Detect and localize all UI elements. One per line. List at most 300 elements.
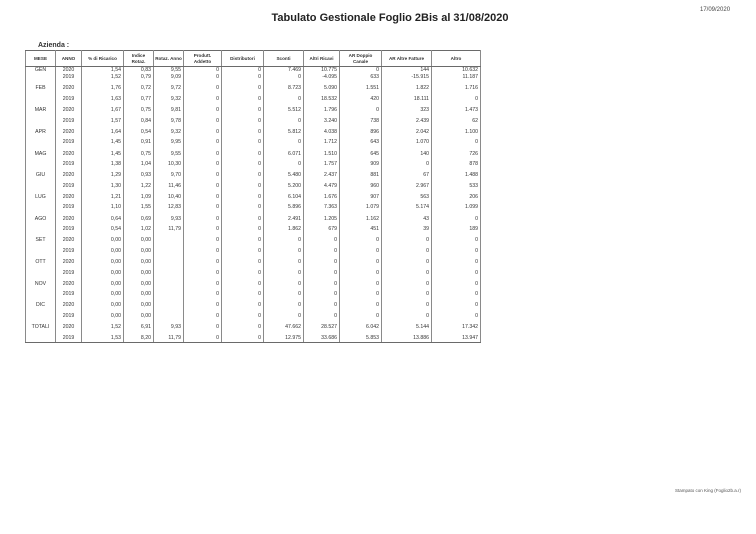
cell-value: 5.200 — [264, 183, 304, 190]
cell-value: 0,00 — [82, 233, 124, 248]
cell-value: 878 — [432, 161, 481, 168]
cell-mese: OTT — [26, 255, 56, 270]
cell-value: 0 — [382, 233, 432, 248]
cell-value: 12,83 — [154, 204, 184, 211]
cell-anno: 2019 — [56, 204, 82, 211]
cell-value: 0 — [184, 139, 222, 146]
cell-value: 0 — [264, 161, 304, 168]
cell-value: 0 — [184, 67, 222, 75]
cell-value: 0 — [382, 277, 432, 292]
cell-value: 0,54 — [82, 226, 124, 233]
cell-value: 9,93 — [154, 320, 184, 335]
cell-value: 0 — [222, 212, 264, 227]
cell-value: 5.853 — [340, 335, 382, 343]
cell-value — [154, 233, 184, 248]
cell-value: 0 — [340, 67, 382, 75]
cell-value: 633 — [340, 74, 382, 81]
cell-value: -4.095 — [304, 74, 340, 81]
cell-value: 0,75 — [124, 147, 154, 162]
cell-value: 43 — [382, 212, 432, 227]
table-row — [26, 118, 481, 125]
col-header-distributori: Distributori — [222, 51, 264, 67]
cell-anno: 2019 — [56, 248, 82, 255]
cell-anno: 2019 — [56, 74, 82, 81]
cell-anno: 2020 — [56, 320, 82, 335]
table-row — [26, 67, 481, 75]
cell-value: 0 — [382, 291, 432, 298]
cell-value: 1.205 — [304, 212, 340, 227]
cell-value: 0 — [432, 248, 481, 255]
table-row — [26, 139, 481, 146]
table-row — [26, 313, 481, 320]
cell-value: 0 — [184, 125, 222, 140]
cell-value: 0 — [184, 147, 222, 162]
cell-anno: 2019 — [56, 118, 82, 125]
cell-value: 13.886 — [382, 335, 432, 343]
cell-value: 0 — [222, 139, 264, 146]
cell-value: 11,79 — [154, 335, 184, 343]
cell-value: 0 — [222, 74, 264, 81]
cell-mese: GEN — [26, 67, 56, 75]
cell-mese: NOV — [26, 277, 56, 292]
cell-value: 0 — [184, 277, 222, 292]
cell-anno: 2020 — [56, 67, 82, 75]
cell-value: 0 — [264, 277, 304, 292]
cell-value: 0 — [340, 233, 382, 248]
cell-value: 33.686 — [304, 335, 340, 343]
cell-value: 5.812 — [264, 125, 304, 140]
cell-value: 0 — [432, 212, 481, 227]
cell-mese — [26, 139, 56, 146]
azienda-label: Azienda : — [38, 42, 70, 49]
cell-value: 6,91 — [124, 320, 154, 335]
cell-value: 0 — [382, 298, 432, 313]
cell-value: 0 — [222, 81, 264, 96]
col-header-rotaz-anno: Rotaz. Anno — [154, 51, 184, 67]
cell-value: 39 — [382, 226, 432, 233]
cell-value: 0 — [264, 118, 304, 125]
cell-value: 0,79 — [124, 74, 154, 81]
cell-value: 0 — [222, 255, 264, 270]
cell-value: 0,00 — [124, 270, 154, 277]
cell-value: 0 — [184, 168, 222, 183]
cell-value: 1.796 — [304, 103, 340, 118]
cell-value: 0 — [184, 103, 222, 118]
cell-value: 0 — [222, 168, 264, 183]
cell-value: 0 — [264, 233, 304, 248]
cell-value: 5.896 — [264, 204, 304, 211]
cell-value: 0,00 — [82, 255, 124, 270]
cell-value: 0 — [222, 147, 264, 162]
cell-value: 0,72 — [124, 81, 154, 96]
cell-value: 323 — [382, 103, 432, 118]
cell-value: 1,45 — [82, 139, 124, 146]
cell-mese — [26, 335, 56, 343]
cell-value: 0 — [432, 139, 481, 146]
cell-value: 0 — [184, 81, 222, 96]
col-header-altro: Altro — [432, 51, 481, 67]
cell-value: 0 — [432, 291, 481, 298]
cell-value: 0 — [222, 190, 264, 205]
cell-value: 62 — [432, 118, 481, 125]
cell-value: 738 — [340, 118, 382, 125]
cell-anno: 2019 — [56, 161, 82, 168]
table-row — [26, 96, 481, 103]
cell-value: 1,04 — [124, 161, 154, 168]
table-row — [26, 190, 481, 205]
cell-value: 679 — [304, 226, 340, 233]
cell-value: 0,84 — [124, 118, 154, 125]
cell-value: 0 — [382, 248, 432, 255]
cell-value: 0 — [264, 298, 304, 313]
cell-value: 10,30 — [154, 161, 184, 168]
table-row — [26, 298, 481, 313]
cell-value: 0 — [184, 255, 222, 270]
cell-value: 5.090 — [304, 81, 340, 96]
cell-value: 0 — [222, 96, 264, 103]
cell-value: 0 — [340, 313, 382, 320]
cell-anno: 2020 — [56, 125, 82, 140]
cell-value: 0 — [264, 139, 304, 146]
cell-anno: 2019 — [56, 291, 82, 298]
cell-value: 0 — [382, 313, 432, 320]
cell-value: 0,75 — [124, 103, 154, 118]
cell-value: 47.662 — [264, 320, 304, 335]
cell-value: 563 — [382, 190, 432, 205]
cell-value: 1,52 — [82, 320, 124, 335]
cell-value: 1.070 — [382, 139, 432, 146]
table-row — [26, 320, 481, 335]
cell-value: 909 — [340, 161, 382, 168]
cell-value: 1.716 — [432, 81, 481, 96]
cell-value: 451 — [340, 226, 382, 233]
table-row — [26, 103, 481, 118]
cell-value: 1.099 — [432, 204, 481, 211]
cell-value: 1.757 — [304, 161, 340, 168]
cell-mese: SET — [26, 233, 56, 248]
cell-mese — [26, 204, 56, 211]
cell-anno: 2020 — [56, 81, 82, 96]
cell-value: 5.174 — [382, 204, 432, 211]
cell-value: 9,78 — [154, 118, 184, 125]
cell-value: 0,00 — [82, 298, 124, 313]
cell-value: 0 — [304, 270, 340, 277]
cell-value: 726 — [432, 147, 481, 162]
cell-value: 1,55 — [124, 204, 154, 211]
cell-value: 4.038 — [304, 125, 340, 140]
cell-mese — [26, 118, 56, 125]
cell-value: 0 — [264, 255, 304, 270]
cell-mese — [26, 96, 56, 103]
cell-value: 0 — [304, 255, 340, 270]
cell-value: 1.551 — [340, 81, 382, 96]
cell-anno: 2019 — [56, 139, 82, 146]
cell-value: 0 — [222, 248, 264, 255]
cell-value: 0 — [222, 103, 264, 118]
cell-anno: 2019 — [56, 335, 82, 343]
cell-value: 0 — [184, 291, 222, 298]
cell-value: 9,93 — [154, 212, 184, 227]
cell-value: 0 — [222, 183, 264, 190]
cell-value: 7.363 — [304, 204, 340, 211]
cell-value: 0 — [264, 291, 304, 298]
cell-value: 0 — [184, 298, 222, 313]
cell-anno: 2020 — [56, 298, 82, 313]
cell-mese: TOTALI — [26, 320, 56, 335]
cell-value: 10.632 — [432, 67, 481, 75]
cell-value: 0,00 — [82, 277, 124, 292]
cell-value: 9,32 — [154, 125, 184, 140]
cell-value: 0 — [432, 96, 481, 103]
page-title: Tabulato Gestionale Foglio 2Bis al 31/08/2020 — [271, 12, 509, 24]
col-header-ar-doppio-canale: AR Doppio Canale — [340, 51, 382, 67]
cell-mese — [26, 291, 56, 298]
cell-value: 0 — [382, 161, 432, 168]
cell-value: 1,52 — [82, 74, 124, 81]
cell-anno: 2020 — [56, 103, 82, 118]
cell-value: 896 — [340, 125, 382, 140]
cell-value: 9,09 — [154, 74, 184, 81]
cell-value: 1,22 — [124, 183, 154, 190]
cell-value: 0 — [432, 255, 481, 270]
cell-value: 1.510 — [304, 147, 340, 162]
cell-value: 0 — [222, 270, 264, 277]
cell-value: 18.111 — [382, 96, 432, 103]
cell-value: 0,00 — [124, 233, 154, 248]
cell-value: 0 — [222, 335, 264, 343]
cell-value: 6.104 — [264, 190, 304, 205]
table-row — [26, 125, 481, 140]
table-row — [26, 161, 481, 168]
cell-value: 1,67 — [82, 103, 124, 118]
cell-value: 11,46 — [154, 183, 184, 190]
cell-mese — [26, 161, 56, 168]
cell-value: 1,64 — [82, 125, 124, 140]
cell-value: 1,02 — [124, 226, 154, 233]
cell-value: 0 — [184, 335, 222, 343]
cell-value: 0 — [222, 313, 264, 320]
cell-value: 0 — [304, 248, 340, 255]
cell-value: 0 — [264, 313, 304, 320]
cell-value: 0 — [222, 118, 264, 125]
cell-value: 1,29 — [82, 168, 124, 183]
cell-value: 144 — [382, 67, 432, 75]
cell-value: 0 — [340, 298, 382, 313]
cell-value — [154, 270, 184, 277]
cell-value: 0 — [222, 161, 264, 168]
cell-value: 6.071 — [264, 147, 304, 162]
table-row — [26, 74, 481, 81]
cell-value: 5.480 — [264, 168, 304, 183]
cell-value: 5.512 — [264, 103, 304, 118]
cell-value: 0,77 — [124, 96, 154, 103]
cell-value: 0 — [432, 313, 481, 320]
cell-value: 206 — [432, 190, 481, 205]
col-header-indice-rotaz: Indice Rotaz. — [124, 51, 154, 67]
cell-anno: 2019 — [56, 270, 82, 277]
cell-value: 1,54 — [82, 67, 124, 75]
cell-value: 2.491 — [264, 212, 304, 227]
cell-value: 2.967 — [382, 183, 432, 190]
cell-anno: 2019 — [56, 183, 82, 190]
cell-value: 6.042 — [340, 320, 382, 335]
cell-mese: AGO — [26, 212, 56, 227]
cell-mese: MAG — [26, 147, 56, 162]
cell-value: 1,45 — [82, 147, 124, 162]
cell-value — [154, 248, 184, 255]
cell-value: 0 — [184, 96, 222, 103]
col-header-ar-altre-fatture: AR Altre Fatture — [382, 51, 432, 67]
cell-value: 0 — [340, 103, 382, 118]
cell-value: 0 — [382, 270, 432, 277]
cell-mese: MAR — [26, 103, 56, 118]
cell-value: 0 — [222, 298, 264, 313]
cell-anno: 2020 — [56, 255, 82, 270]
cell-value: 0 — [432, 270, 481, 277]
cell-value: 0 — [304, 298, 340, 313]
table-row — [26, 291, 481, 298]
cell-value: 420 — [340, 96, 382, 103]
cell-value: 0 — [264, 270, 304, 277]
cell-value: 643 — [340, 139, 382, 146]
cell-value: 0 — [340, 291, 382, 298]
cell-value: 0 — [264, 96, 304, 103]
table-row — [26, 233, 481, 248]
cell-value: 7.469 — [264, 67, 304, 75]
table-row — [26, 270, 481, 277]
cell-value: 1,76 — [82, 81, 124, 96]
cell-value: 0,00 — [82, 270, 124, 277]
cell-value: 2.437 — [304, 168, 340, 183]
cell-value: 67 — [382, 168, 432, 183]
cell-value: 28.527 — [304, 320, 340, 335]
cell-value — [154, 313, 184, 320]
table-row — [26, 212, 481, 227]
cell-anno: 2020 — [56, 277, 82, 292]
cell-value: 0 — [432, 298, 481, 313]
cell-anno: 2019 — [56, 226, 82, 233]
cell-value: 8.723 — [264, 81, 304, 96]
cell-value: 0,69 — [124, 212, 154, 227]
cell-anno: 2019 — [56, 96, 82, 103]
cell-value: 645 — [340, 147, 382, 162]
cell-value: 0 — [432, 277, 481, 292]
cell-value: 4.479 — [304, 183, 340, 190]
cell-value: 0 — [264, 248, 304, 255]
cell-value: 0,00 — [124, 248, 154, 255]
cell-value: 1,30 — [82, 183, 124, 190]
cell-value: 0 — [264, 74, 304, 81]
cell-value: 0,00 — [124, 313, 154, 320]
cell-value: 0,00 — [124, 298, 154, 313]
cell-value: 9,32 — [154, 96, 184, 103]
cell-mese — [26, 313, 56, 320]
cell-value: 9,81 — [154, 103, 184, 118]
cell-value: 533 — [432, 183, 481, 190]
table-row — [26, 168, 481, 183]
cell-value: 1,38 — [82, 161, 124, 168]
cell-value: 2.042 — [382, 125, 432, 140]
col-header-mese: MESE — [26, 51, 56, 67]
cell-value: 881 — [340, 168, 382, 183]
cell-value: 18.532 — [304, 96, 340, 103]
cell-value: 0 — [340, 255, 382, 270]
cell-value: 5.144 — [382, 320, 432, 335]
cell-value: 1.862 — [264, 226, 304, 233]
cell-value: 0,83 — [124, 67, 154, 75]
cell-value: 1,57 — [82, 118, 124, 125]
cell-mese: APR — [26, 125, 56, 140]
cell-value: 0 — [432, 233, 481, 248]
cell-value: 1.676 — [304, 190, 340, 205]
cell-value: 0,54 — [124, 125, 154, 140]
cell-mese: DIC — [26, 298, 56, 313]
col-header-ricarico: % di Ricarico — [82, 51, 124, 67]
cell-value: 0 — [222, 320, 264, 335]
cell-value: 2.439 — [382, 118, 432, 125]
cell-value: 1.100 — [432, 125, 481, 140]
cell-value — [154, 277, 184, 292]
cell-value: 0 — [184, 270, 222, 277]
cell-value: 9,72 — [154, 81, 184, 96]
cell-value: 0,64 — [82, 212, 124, 227]
cell-value: 0 — [382, 255, 432, 270]
col-header-anno: ANNO — [56, 51, 82, 67]
table-row — [26, 226, 481, 233]
cell-value: 13.947 — [432, 335, 481, 343]
cell-value: 0 — [222, 277, 264, 292]
cell-value: 1.473 — [432, 103, 481, 118]
table-row — [26, 255, 481, 270]
cell-value: 0 — [340, 277, 382, 292]
cell-value: 0 — [340, 248, 382, 255]
cell-value: 0 — [222, 204, 264, 211]
cell-value: 0 — [184, 183, 222, 190]
cell-value: 0 — [222, 226, 264, 233]
cell-value: 0 — [184, 118, 222, 125]
cell-value: 1.488 — [432, 168, 481, 183]
cell-value: 0,91 — [124, 139, 154, 146]
cell-value: 0 — [304, 277, 340, 292]
cell-value: 0 — [304, 313, 340, 320]
col-header-altri-ricavi: Altri Ricavi — [304, 51, 340, 67]
cell-value: 1.822 — [382, 81, 432, 96]
cell-value — [154, 291, 184, 298]
cell-value: 0,00 — [82, 248, 124, 255]
cell-anno: 2020 — [56, 147, 82, 162]
cell-value: 1,21 — [82, 190, 124, 205]
cell-value: 0 — [184, 74, 222, 81]
cell-value — [154, 298, 184, 313]
cell-value: 0 — [222, 125, 264, 140]
table-header-row — [26, 51, 481, 67]
cell-value: 0 — [184, 204, 222, 211]
cell-value: 0,00 — [82, 291, 124, 298]
cell-anno: 2020 — [56, 168, 82, 183]
cell-anno: 2020 — [56, 233, 82, 248]
cell-anno: 2020 — [56, 212, 82, 227]
cell-value: 0 — [222, 291, 264, 298]
table-row — [26, 335, 481, 343]
cell-value: 1,09 — [124, 190, 154, 205]
table-row — [26, 147, 481, 162]
cell-value: 0 — [184, 248, 222, 255]
table-row — [26, 277, 481, 292]
cell-value: 10,40 — [154, 190, 184, 205]
cell-value: 10.775 — [304, 67, 340, 75]
cell-value: 11.187 — [432, 74, 481, 81]
cell-value: 9,55 — [154, 147, 184, 162]
